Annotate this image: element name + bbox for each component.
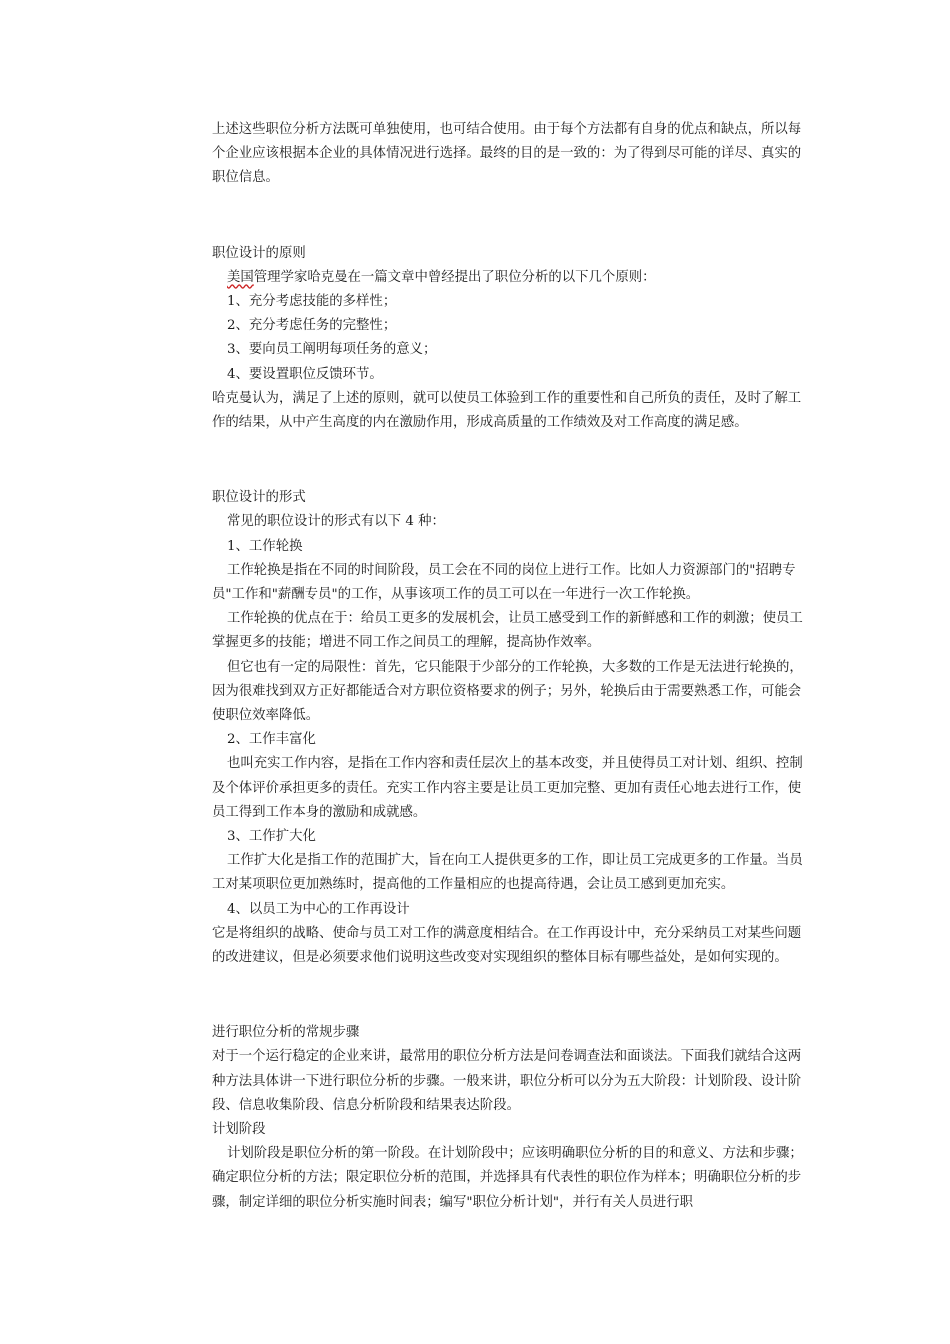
- paragraph: 1、充分考虑技能的多样性；: [227, 293, 397, 309]
- paragraph: 上述这些职位分析方法既可单独使用，也可结合使用。由于每个方法都有自身的优点和缺点，所以每个企业应该根据本企业的具体情况进行选择。最终的目的是一致的：为了得到尽可能的详尽、真实的职位信息。: [212, 122, 802, 186]
- paragraph: 4、以员工为中心的工作再设计: [227, 901, 410, 917]
- paragraph: 2、工作丰富化: [227, 732, 316, 748]
- paragraph: 对于一个运行稳定的企业来讲，最常用的职位分析方法是问卷调查法和面谈法。下面我们就结合这两种方法具体讲一下进行职位分析的步骤。一般来讲，职位分析可以分为五大阶段：计划阶段、设计阶段、信息收集阶段、信息分析阶段和结果表达阶段。: [212, 1049, 802, 1113]
- paragraph: 计划阶段: [212, 1122, 266, 1138]
- paragraph: 哈克曼认为，满足了上述的原则，就可以使员工体验到工作的重要性和自己所负的责任，及时了解工作的结果，从中产生高度的内在激励作用，形成高质量的工作绩效及对工作高度的满足感。: [212, 390, 802, 430]
- paragraph: 工作轮换的优点在于：给员工更多的发展机会，让员工感受到工作的新鲜感和工作的刺激；使员工掌握更多的技能；增进不同工作之间员工的理解，提高协作效率。: [212, 611, 803, 651]
- paragraph: 工作轮换是指在不同的时间阶段，员工会在不同的岗位上进行工作。比如人力资源部门的"招聘专员"工作和"薪酬专员"的工作，从事该项工作的员工可以在一年进行一次工作轮换。: [212, 562, 796, 602]
- paragraph: 工作扩大化是指工作的范围扩大，旨在向工人提供更多的工作，即让员工完成更多的工作量。当员工对某项职位更加熟练时，提高他的工作量相应的也提高待遇，会让员工感到更加充实。: [212, 853, 803, 893]
- paragraph: 1、工作轮换: [227, 538, 303, 554]
- paragraph-text: 管理学家哈克曼在一篇文章中曾经提出了职位分析的以下几个原则：: [253, 269, 656, 285]
- paragraph: 3、工作扩大化: [227, 829, 316, 845]
- paragraph: 职位设计的原则: [212, 245, 306, 261]
- paragraph-spacer: [212, 984, 812, 1008]
- paragraph: 4、要设置职位反馈环节。: [227, 366, 383, 382]
- paragraph: 职位设计的形式: [212, 490, 306, 506]
- spellcheck-underlined-text: 美国: [227, 269, 254, 285]
- paragraph: 3、要向员工阐明每项任务的意义；: [227, 342, 437, 358]
- paragraph: 进行职位分析的常规步骤: [212, 1025, 360, 1041]
- paragraph: 常见的职位设计的形式有以下 4 种：: [227, 514, 445, 530]
- paragraph: 计划阶段是职位分析的第一阶段。在计划阶段中；应该明确职位分析的目的和意义、方法和步骤；确定职位分析的方法；限定职位分析的范围，并选择具有代表性的职位作为样本；明确职位分析的步骤，制定详细的职位分析实施时间表；编写"职位分析计划"，并行有关人员进行职: [212, 1146, 803, 1210]
- paragraph: 但它也有一定的局限性：首先，它只能限于少部分的工作轮换，大多数的工作是无法进行轮换的，因为很难找到双方正好都能适合对方职位资格要求的例子；另外，轮换后由于需要熟悉工作，可能会使职位效率降低。: [212, 659, 803, 723]
- paragraph-spacer: [212, 204, 812, 228]
- paragraph: [212, 266, 812, 290]
- paragraph: 也叫充实工作内容，是指在工作内容和责任层次上的基本改变，并且使得员工对计划、组织、控制及个体评价承担更多的责任。充实工作内容主要是让员工更加完整、更加有责任心地去进行工作，使员工得到工作本身的激励和成就感。: [212, 756, 803, 820]
- document-page: [212, 118, 812, 1215]
- paragraph: 2、充分考虑任务的完整性；: [227, 318, 397, 334]
- paragraph: 它是将组织的战略、使命与员工对工作的满意度相结合。在工作再设计中，充分采纳员工对某些问题的改进建议，但是必须要求他们说明这些改变对实现组织的整体目标有哪些益处，是如何实现的。: [212, 925, 802, 966]
- paragraph-spacer: [212, 449, 812, 473]
